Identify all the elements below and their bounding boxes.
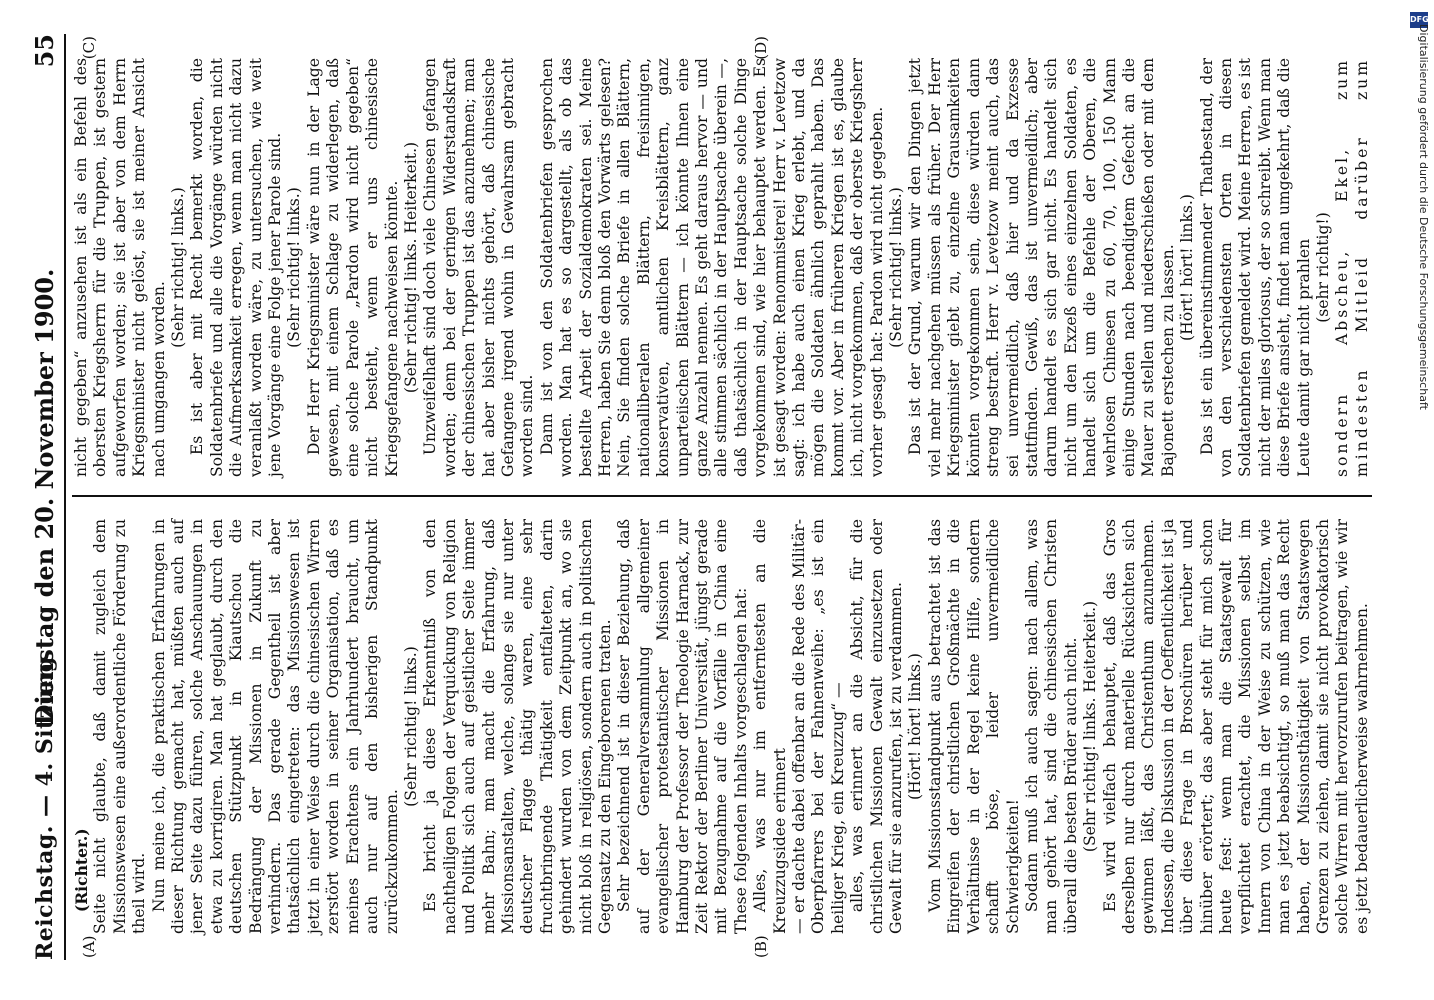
credit-text: Digitalisierung gefördert durch die Deutsche Forschungsgemeinschaft — [1417, 24, 1430, 410]
paragraph: Unzweifelhaft sind doch viele Chinesen gefangen worden; denn bei der geringen Widerstandskraft der chinesischen Truppen ist das anzunehmen; man hat aber bisher nichts gehört, daß chinesische Gefangene irgend wohin in Gewahrsam gebracht worden sind. — [421, 58, 537, 477]
paragraph: Sehr bezeichnend ist in dieser Beziehung, daß auf der Generalversammlung allgemeiner evangelischer protestantischer Missionen in Hamburg der Professor der Theologie Harnack, zur Zeit Rektor der Berliner Universität, jüngst gerade mit Bezugnahme auf die Vorfälle in China eine These folgenden Inhalts vorgeschlagen hat: — [615, 519, 750, 934]
interjection: (Sehr richtig! links.) — [887, 187, 906, 348]
paragraph: Nun meine ich, die praktischen Erfahrungen in dieser Richtung gemacht hat, müßten auch auf jener Seite dazu führen, solche Anschauungen in etwa zu korrigiren. Man hat geglaubt, durch den deutschen Stützpunkt in Kiautschou die Bedrängung der Missionen in Zukunft zu verhindern. Das gerade Gegentheil ist aber thatsächlich eingetreten: das Missionswesen ist jetzt in einer Weise durch die chinesischen Wirren zerstört worden in seiner Organisation, daß es meines Erachtens ein Jahrhundert braucht, um auch nur auf den bisherigen Standpunkt zurückzukommen. — [149, 519, 401, 934]
paragraph: Sodann muß ich auch sagen: nach allem, was man gehört hat, sind die chinesischen Christen überall die besten Brüder auch nicht. — [1022, 519, 1080, 934]
right-column — [72, 34, 1372, 497]
interjection: (Sehr richtig! links.) — [169, 187, 188, 348]
header-date: Dienstag den 20. November 1900. — [30, 268, 59, 726]
margin-marker-b: (B) — [752, 935, 770, 958]
paragraph: Es ist aber mit Recht bemerkt worden, die Soldatenbriefe und alle die Vorgänge würden nicht die Aufmerksamkeit erregen, wenn man nicht dazu veranlaßt worden wäre, zu untersuchen, wie weit jene Vorgänge eine Folge jener Parole sind. — [188, 58, 285, 477]
paragraph: sondern Abscheu, Ekel, zum mindesten Mitleid darüber zum — [1333, 58, 1371, 477]
interjection: (Hört! hört! links.) — [1178, 194, 1197, 341]
quotation: alles, was erinnert an die Absicht, für die christlichen Missionen Gewalt einzusetzen oder Gewalt für sie anzurufen, ist zu verdammen. — [848, 519, 906, 934]
quotation: Alles, was nur im entferntesten an die Kreuzzugsidee erinnert — [751, 519, 789, 934]
page-number: 55 — [30, 34, 59, 68]
header-left: Reichstag. — 4. Sitzung. — [32, 648, 58, 960]
paragraph: Dann ist von den Soldatenbriefen gesprochen worden. Man hat es so dargestellt, als ob das bestellte Arbeit der Sozialdemokraten sei. Meine Herren, haben Sie denn bloß den Vorwärts gelesen? Nein, Sie finden solche Briefe in allen Blättern, nationalliberalen Blättern, freisinnigen, konservativen, amtlichen Kreisblättern, ganz unparteiischen Blättern — ich könnte Ihnen eine ganze Anzahl nennen. Es geht daraus hervor — und alle stimmen sächlich in der Hauptsache überein —, daß thatsächlich in der Hauptsache solche Dinge vorgekommen sind, wie hier behauptet werden. Es ist gesagt worden: Renommisterei! Herr v. Levetzow sagt: ich habe auch einen Krieg erlebt, und da mögen die Soldaten ähnlich geprahlt haben. Das kommt vor. Aber in früheren Kriegen ist es, glaube ich, nicht vorgekommen, daß der oberste Kriegsherr vorher gesagt hat: Pardon wird nicht gegeben. — [537, 58, 886, 477]
paragraph: Das ist ein übereinstimmender Thatbestand, der von den verschiedensten Orten in diesen Soldatenbriefen gemeldet wird. Meine Herren, es ist nicht der miles gloriosus, der so schreibt. Wenn man diese Briefe ansieht, findet man umgekehrt, daß die Leute damit gar nicht prahlen — [1197, 58, 1313, 477]
dfg-logo: DFG — [1410, 12, 1428, 28]
paragraph: — er dachte dabei offenbar an die Rede des Militär-Oberpfarrers bei der Fahnenweihe: „es ist ein heiliger Krieg, ein Kreuzzug“ — — [790, 519, 847, 934]
digitization-credit — [1416, 24, 1430, 744]
paragraph: Vom Missionsstandpunkt aus betrachtet ist das Eingreifen der christlichen Großmächte in die Verhältnisse in der Regel keine Hilfe, sondern schafft böse, leider unvermeidliche Schwierigkeiten! — [925, 519, 1022, 934]
paragraph: nicht gegeben“ anzusehen ist als ein Befehl des obersten Kriegsherrn für die Truppen, ist gestern aufgeworfen worden; sie ist aber von dem Herrn Kriegsminister nicht gelöst, sie ist meiner Ansicht nach umgangen worden. — [72, 58, 168, 477]
interjection: (Sehr richtig! links. Heiterkeit.) — [1081, 600, 1100, 853]
margin-marker-a: (A) — [80, 935, 98, 958]
interjection: (Sehr richtig! links.) — [401, 646, 420, 807]
paragraph: Es wird vielfach behauptet, daß das Gros derselben nur durch materielle Rücksichten sich gewinnen läßt, das Christenthum anzunehmen. Indessen, die Diskussion in der Oeffentlichkeit ist ja über diese Frage in Broschüren herüber und hinüber erörtert; das aber steht für mich schon heute fest: wenn man die Staatsgewalt für verpflichtet erachtet, die Missionen selbst im Innern von China in der Weise zu schützen, wie man es jetzt beabsichtigt, so muß man das Recht haben, der Missionsthätigkeit von Staatswegen Grenzen zu ziehen, damit sie nicht provokatorisch solche Wirren mit hervorzurufen beitragen, wie wir es jetzt bedauerlicherweise wahrnehmen. — [1100, 519, 1371, 934]
paragraph: Es bricht ja diese Erkenntniß von den nachtheiligen Folgen der Verquickung von Religion und Politik sich auch auf geistlicher Seite immer mehr Bahn; man macht die Erfahrung, daß Missionsanstalten, welche, solange sie nur unter deutscher Flagge thätig waren, eine sehr fruchtbringende Thätigkeit entfalteten, darin gehindert wurden von dem Zeitpunkt an, wo sie nicht bloß in religiösen, sondern auch in politischen Gegensatz zu den Eingeborenen traten. — [421, 519, 614, 934]
interjection: (Sehr richtig! links.) — [285, 187, 304, 348]
margin-marker-c: (C) — [80, 36, 98, 60]
page-header — [28, 34, 66, 960]
speaker-name: (Richter.) — [72, 828, 91, 913]
paragraph: Der Herr Kriegsminister wäre nun in der Lage gewesen, mit einem Schlage zu widerlegen, daß eine solche Parole „Pardon wird nicht gegeben“ nicht besteht, wenn er uns chinesische Kriegsgefangene nachweisen könnte. — [304, 58, 401, 477]
interjection: (Sehr richtig! links. Heiterkeit.) — [401, 141, 420, 394]
paragraph: Seite nicht glaubte, daß damit zugleich dem Missionswesen eine außerordentliche Förderung zu theil wird. — [91, 519, 149, 934]
margin-marker-d: (D) — [752, 36, 770, 60]
interjection: (sehr richtig!) — [1314, 212, 1332, 323]
columns — [72, 34, 1372, 960]
paragraph: Das ist der Grund, warum wir den Dingen jetzt viel mehr nachgehen müssen als früher. Der Herr Kriegsminister giebt zu, einzelne Grausamkeiten könnten vorgekommen sein, diese würden dann streng bestraft. Herr v. Levetzow meint auch, das sei unvermeidlich, daß hier und da Exzesse stattfinden. Gewiß, das ist unvermeidlich; aber darum handelt es sich gar nicht. Es handelt sich nicht um den Exzeß eines einzelnen Soldaten, es handelt sich um die Befehle der Oberen, die wehrlosen Chinesen zu 60, 70, 100, 150 Mann einige Stunden nach beendigtem Gefecht an die Mauer zu stellen und niederschießen oder mit dem Bajonett erstechen zu lassen. — [906, 58, 1177, 477]
interjection: (Hört! hört! links.) — [906, 653, 925, 800]
left-column — [72, 497, 1372, 960]
